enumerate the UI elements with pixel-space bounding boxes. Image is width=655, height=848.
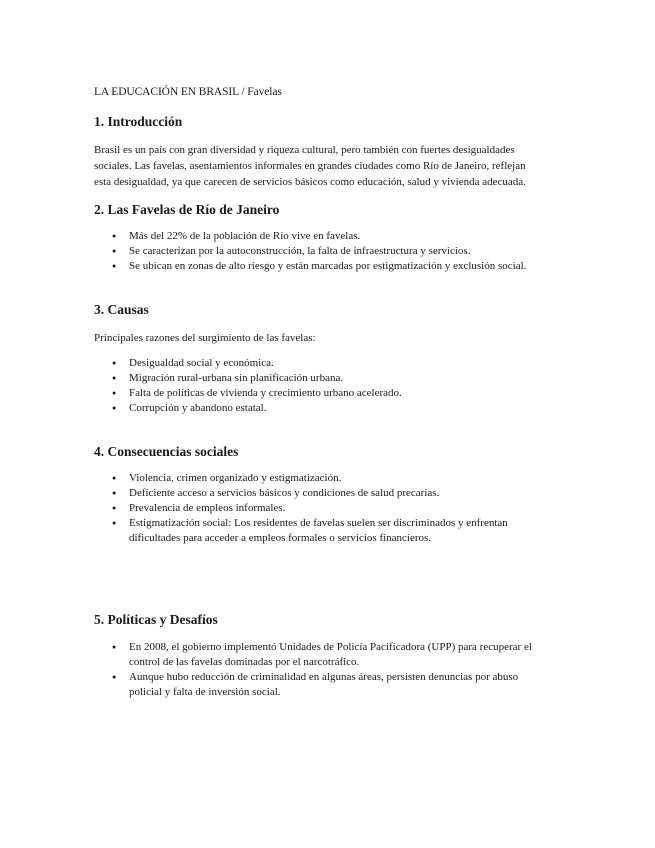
section-3-list xyxy=(94,356,534,416)
list-item: ● Se caracterizan por la autoconstrucción, la falta de infraestructura y servicios. xyxy=(94,244,534,259)
section-2-list xyxy=(94,229,534,274)
section-5-list xyxy=(94,640,534,700)
section-5-heading: 5. Políticas y Desafíos xyxy=(94,612,218,627)
list-item: ● Falta de políticas de vivienda y crecimiento urbano acelerado. xyxy=(94,386,534,401)
list-item: ● Aunque hubo reducción de criminalidad en algunas áreas, persisten denuncias por abuso policial y falta de inversión social. xyxy=(94,670,534,700)
list-item: ● Prevalencia de empleos informales. xyxy=(94,501,534,516)
section-4-list xyxy=(94,471,534,546)
list-item: ● En 2008, el gobierno implementó Unidades de Policía Pacificadora (UPP) para recuperar el control de las favelas dominadas por el narcotráfico. xyxy=(94,640,534,670)
section-1-paragraph: Brasil es un país con gran diversidad y riqueza cultural, pero también con fuertes desigualdades sociales. Las favelas, asentamientos informales en grandes ciudades como Río de Janeiro, reflejan esta desigualdad, ya que carecen de servicios básicos como educación, salud y vivienda adecuada. xyxy=(94,144,526,188)
list-item: ● Corrupción y abandono estatal. xyxy=(94,401,534,416)
list-item: ● Deficiente acceso a servicios básicos y condiciones de salud precarias. xyxy=(94,486,534,501)
list-item: ● Migración rural-urbana sin planificación urbana. xyxy=(94,371,534,386)
section-3-heading: 3. Causas xyxy=(94,302,149,317)
section-1-heading: 1. Introducción xyxy=(94,114,183,129)
section-3-paragraph: Principales razones del surgimiento de las favelas: xyxy=(94,332,316,344)
list-item: ● Más del 22% de la población de Río vive en favelas. xyxy=(94,229,534,244)
section-4-heading: 4. Consecuencias sociales xyxy=(94,444,239,459)
document-header: LA EDUCACIÓN EN BRASIL / Favelas xyxy=(94,86,282,98)
list-item: ● Desigualdad social y económica. xyxy=(94,356,534,371)
section-2-heading: 2. Las Favelas de Río de Janeiro xyxy=(94,202,280,217)
list-item: ● Violencia, crimen organizado y estigmatización. xyxy=(94,471,534,486)
list-item: ● Se ubican en zonas de alto riesgo y están marcadas por estigmatización y exclusión social. xyxy=(94,259,534,274)
list-item: ● Estigmatización social: Los residentes de favelas suelen ser discriminados y enfrentan dificultades para acceder a empleos formales o servicios financieros. xyxy=(94,516,534,546)
